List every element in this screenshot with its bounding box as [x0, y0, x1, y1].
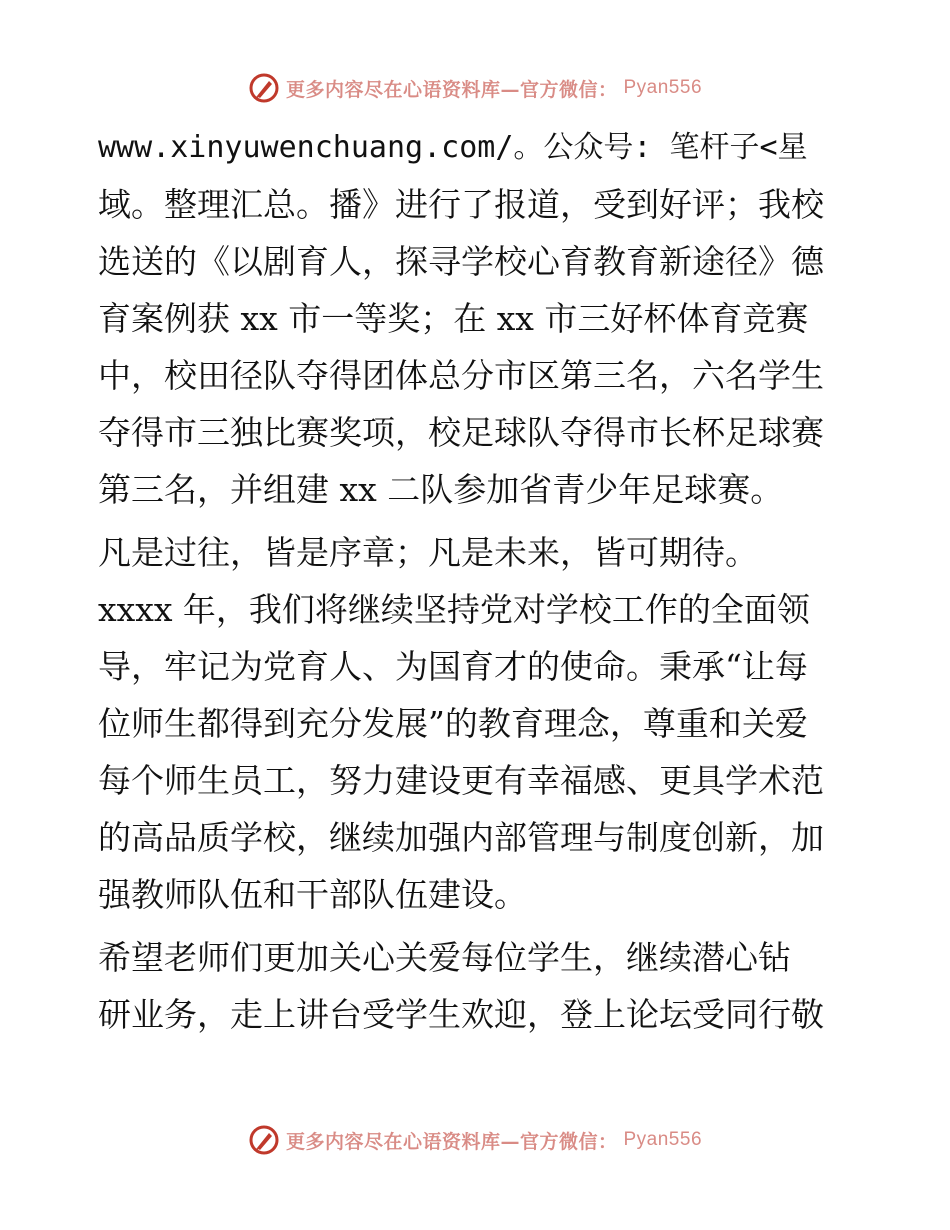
text-line: 研业务，走上讲台受学生欢迎，登上论坛受同行敬	[98, 995, 824, 1034]
text-line: 每个师生员工，努力建设更有幸福感、更具学术范	[98, 761, 824, 800]
text-line: 选送的《以剧育人，探寻学校心育教育新途径》德	[98, 242, 824, 281]
text-line: 域。整理汇总。播》进行了报道，受到好评；我校	[98, 185, 824, 224]
text-line: 第三名，并组建 xx 二队参加省青少年足球赛。	[98, 470, 784, 509]
text-line: 中，校田径队夺得团体总分市区第三名，六名学生	[98, 356, 824, 395]
text-line: 导，牢记为党育人、为国育才的使命。秉承“让每	[98, 647, 808, 686]
header-promo-id: Pyan556	[623, 77, 703, 98]
document-body	[98, 119, 850, 1043]
text-line: 夺得市三独比赛奖项，校足球队夺得市长杯足球赛	[98, 413, 824, 452]
text-line: 希望老师们更加关心关爱每位学生，继续潜心钻	[98, 938, 791, 977]
text-line: 育案例获 xx 市一等奖；在 xx 市三好杯体育竞赛	[98, 299, 809, 338]
paragraph	[98, 119, 850, 518]
quill-logo-icon	[248, 72, 280, 104]
header-promo-text: 更多内容尽在心语资料库—官方微信：	[285, 78, 618, 101]
paragraph	[98, 929, 850, 1043]
text-line: 凡是过往，皆是序章；凡是未来，皆可期待。	[98, 533, 758, 572]
footer-promo-text: 更多内容尽在心语资料库—官方微信：	[285, 1130, 618, 1153]
quill-logo-icon	[248, 1124, 280, 1156]
text-line: www.xinyuwenchuang.com/。公众号: 笔杆子<星	[98, 130, 808, 165]
header-promo-banner	[0, 68, 950, 108]
footer-promo-banner	[0, 1120, 950, 1160]
text-line: 的高品质学校，继续加强内部管理与制度创新，加	[98, 818, 824, 857]
paragraph	[98, 524, 850, 923]
text-line: 位师生都得到充分发展”的教育理念，尊重和关爱	[98, 704, 808, 743]
text-line: xxxx 年，我们将继续坚持党对学校工作的全面领	[98, 590, 810, 629]
footer-promo-id: Pyan556	[623, 1129, 703, 1150]
text-line: 强教师队伍和干部队伍建设。	[98, 875, 527, 914]
